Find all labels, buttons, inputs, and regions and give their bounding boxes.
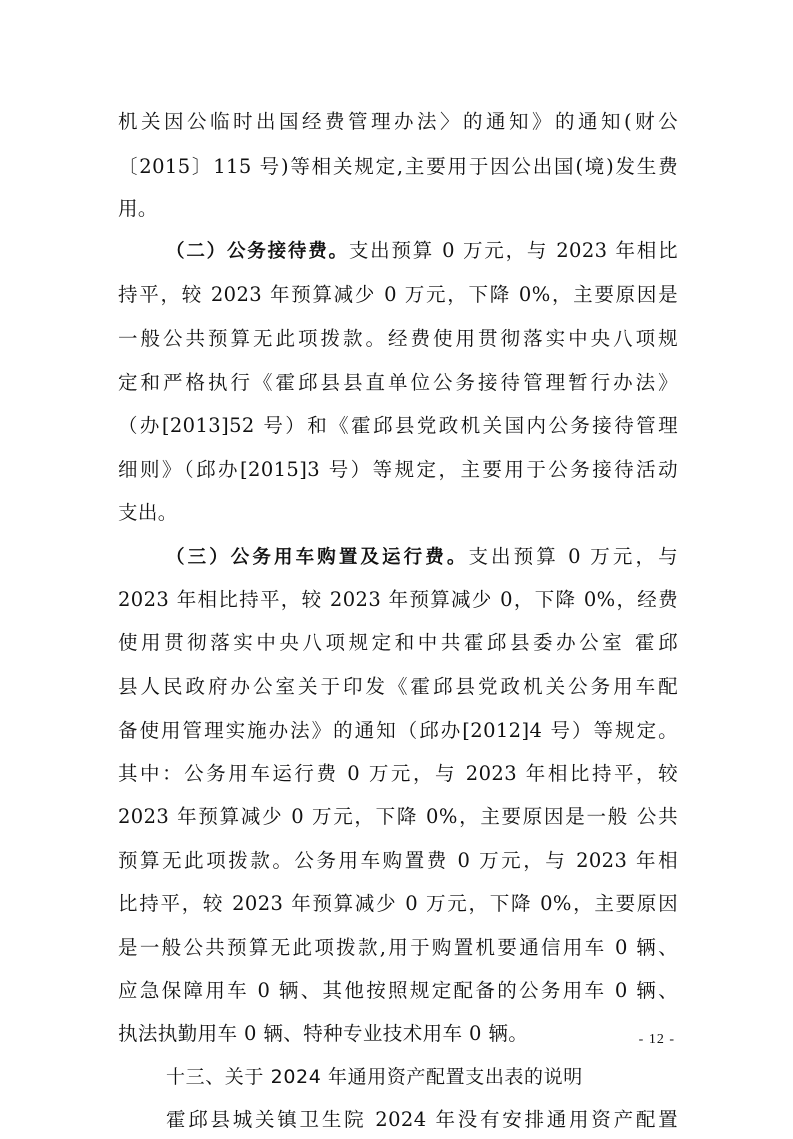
body-line: 比持平，较 2023 年预算减少 0 万元，下降 0%，主要原因 <box>118 892 678 915</box>
body-line: 持平，较 2023 年预算减少 0 万元，下降 0%，主要原因是 <box>118 283 678 306</box>
body-line: 定和严格执行《霍邱县县直单位公务接待管理暂行办法》 <box>118 371 678 394</box>
body-line: 〔2015〕115 号)等相关规定,主要用于因公出国(境)发生费 <box>118 155 678 178</box>
section-2-paragraph-start <box>166 232 678 270</box>
section-3-paragraph-start <box>166 538 678 576</box>
section-2-title: （二）公务接待费。 <box>166 241 349 262</box>
body-line: 机关因公临时出国经费管理办法〉的通知》的通知(财公 <box>118 110 678 133</box>
body-line: 霍邱县城关镇卫生院 2024 年没有安排通用资产配置 <box>166 1108 678 1131</box>
body-line: 执法执勤用车 0 辆、特种专业技术用车 0 辆。 <box>118 1022 529 1045</box>
body-line: 2023 年相比持平，较 2023 年预算减少 0，下降 0%，经费 <box>118 588 678 611</box>
body-line: （办[2013]52 号）和《霍邱县党政机关国内公务接待管理 <box>118 414 678 437</box>
section-13-heading: 十三、关于 2024 年通用资产配置支出表的说明 <box>166 1066 583 1088</box>
section-3-title: （三）公务用车购置及运行费。 <box>166 547 469 568</box>
page-number: - 12 - <box>638 1032 675 1047</box>
body-line: 预算无此项拨款。公务用车购置费 0 万元，与 2023 年相 <box>118 849 678 872</box>
body-line: 备使用管理实施办法》的通知（邱办[2012]4 号）等规定。 <box>118 719 678 742</box>
body-line: 支出预算 0 万元，与 <box>468 545 678 568</box>
body-line: 是一般公共预算无此项拨款,用于购置机要通信用车 0 辆、 <box>118 936 678 959</box>
body-line: 支出。 <box>118 501 178 524</box>
body-line: 使用贯彻落实中央八项规定和中共霍邱县委办公室 霍邱 <box>118 631 678 654</box>
body-line: 应急保障用车 0 辆、其他按照规定配备的公务用车 0 辆、 <box>118 979 678 1002</box>
body-line: 其中：公务用车运行费 0 万元，与 2023 年相比持平，较 <box>118 762 678 785</box>
body-line: 细则》（邱办[2015]3 号）等规定，主要用于公务接待活动 <box>118 458 678 481</box>
body-line: 用。 <box>118 197 158 220</box>
body-line: 一般公共预算无此项拨款。经费使用贯彻落实中央八项规 <box>118 327 678 350</box>
body-line: 2023 年预算减少 0 万元，下降 0%，主要原因是一般 公共 <box>118 805 678 828</box>
body-line: 县人民政府办公室关于印发《霍邱县党政机关公务用车配 <box>118 675 678 698</box>
body-line: 支出预算 0 万元，与 2023 年相比 <box>348 239 678 262</box>
